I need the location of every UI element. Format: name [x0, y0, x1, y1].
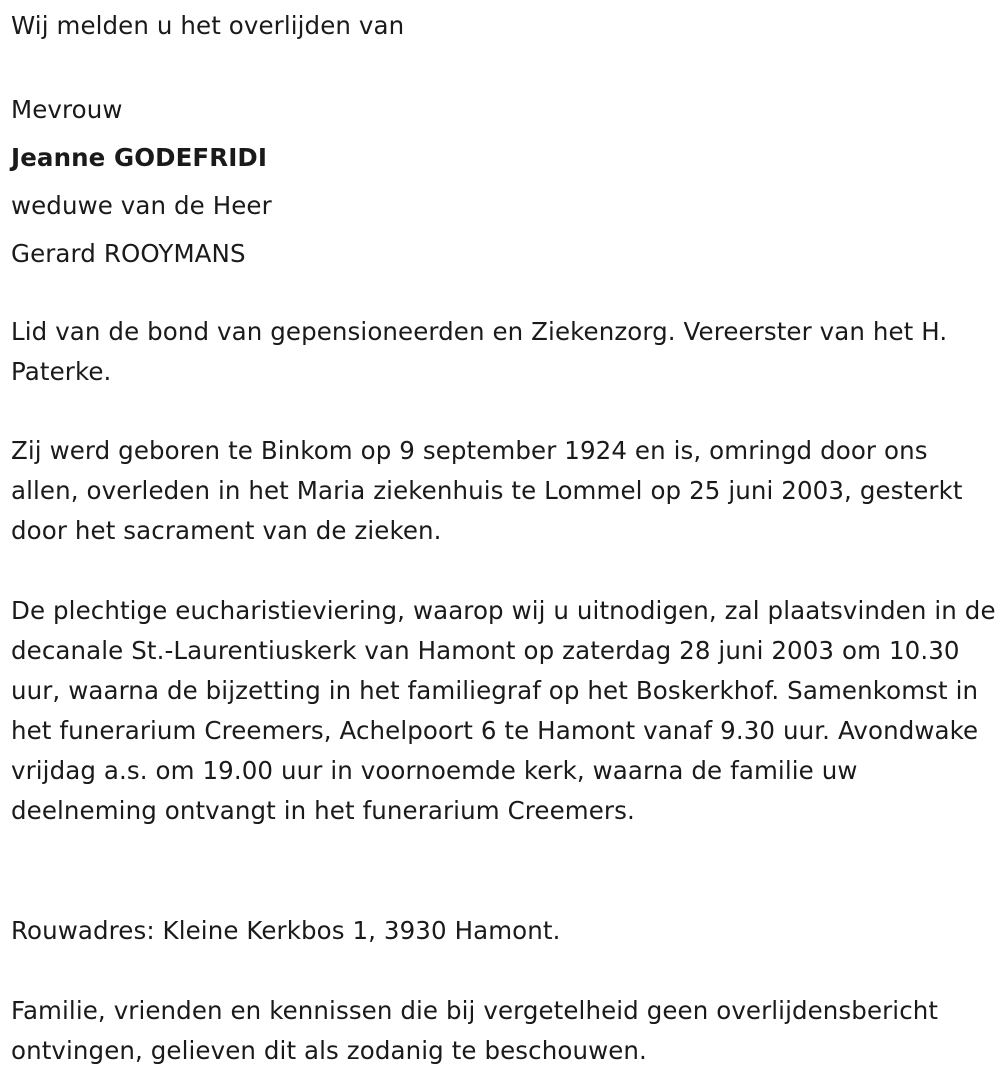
- deceased-header: [11, 86, 272, 278]
- deceased-name: Jeanne GODEFRIDI: [11, 143, 268, 172]
- ceremony-paragraph: De plechtige eucharistieviering, waarop wij u uitnodigen, zal plaatsvinden in de decanale St.-Laurentiuskerk van Hamont op zaterdag 28 juni 2003 om 10.30 uur, waarna de bijzetting in het familiegraf op het Boskerkhof. Samenkomst in het funerarium Creemers, Achelpoort 6 te Hamont vanaf 9.30 uur. Avondwake vrijdag a.s. om 19.00 uur in voornoemde kerk, waarna de familie uw deelneming ontvangt in het funerarium Creemers.: [11, 596, 996, 825]
- birth-death-paragraph: Zij werd geboren te Binkom op 9 september 1924 en is, omringd door ons allen, overleden in het Maria ziekenhuis te Lommel op 25 juni 2003, gesterkt door het sacrament van de zieken.: [11, 436, 963, 545]
- widow-of-line: weduwe van de Heer: [11, 191, 272, 220]
- address-paragraph: Rouwadres: Kleine Kerkbos 1, 3930 Hamont.: [11, 916, 561, 945]
- honorific: Mevrouw: [11, 95, 123, 124]
- intro-line: Wij melden u het overlijden van: [11, 11, 405, 40]
- spouse-name: Gerard ROOYMANS: [11, 239, 246, 268]
- closing-paragraph: Familie, vrienden en kennissen die bij vergetelheid geen overlijdensbericht ontvingen, gelieven dit als zodanig te beschouwen.: [11, 996, 939, 1065]
- membership-paragraph: Lid van de bond van gepensioneerden en Ziekenzorg. Vereerster van het H. Paterke.: [11, 317, 948, 386]
